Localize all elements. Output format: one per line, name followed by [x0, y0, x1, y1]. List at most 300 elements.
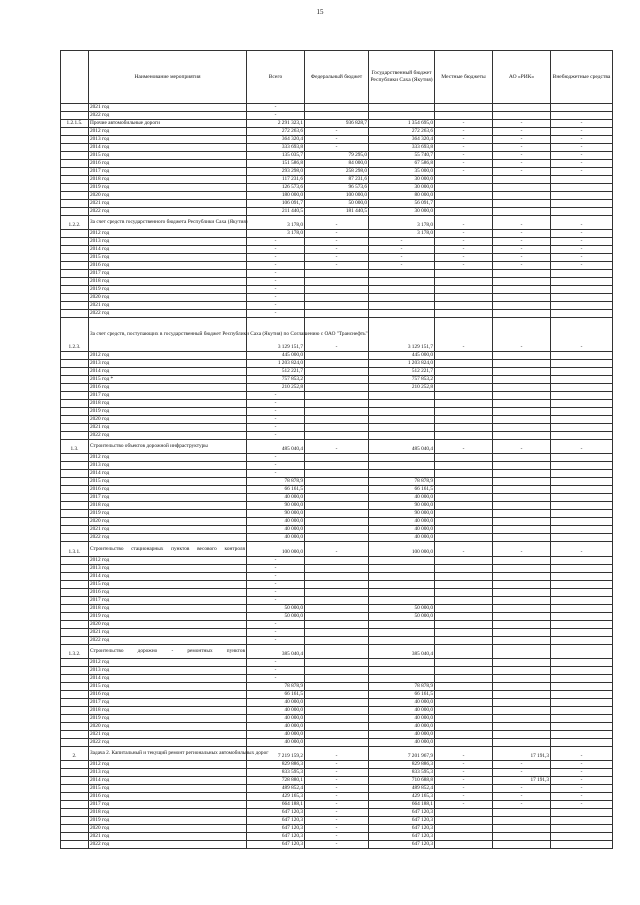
row-state: - — [369, 238, 435, 246]
row-federal — [305, 352, 369, 360]
row-federal — [305, 534, 369, 542]
row-rik — [493, 658, 551, 666]
row-local — [435, 360, 493, 368]
row-federal — [305, 588, 369, 596]
row-label: 2022 год — [89, 208, 247, 216]
row-state — [369, 666, 435, 674]
row-total: - — [247, 416, 305, 424]
row-total: - — [247, 310, 305, 318]
row-total: - — [247, 424, 305, 432]
row-total: 50 000,0 — [247, 604, 305, 612]
row-total: - — [247, 596, 305, 604]
row-local — [435, 840, 493, 848]
row-rik — [493, 432, 551, 440]
row-label: 2015 год — [89, 254, 247, 262]
row-offbudget — [551, 384, 613, 392]
row-rik — [493, 192, 551, 200]
row-offbudget — [551, 302, 613, 310]
row-offbudget — [551, 564, 613, 572]
budget-table — [60, 50, 613, 849]
row-total: 50 000,0 — [247, 612, 305, 620]
row-total: - — [247, 238, 305, 246]
row-state: 35 000,0 — [369, 168, 435, 176]
row-offbudget — [551, 658, 613, 666]
row-offbudget — [551, 730, 613, 738]
row-label: 2021 год — [89, 832, 247, 840]
row-code — [61, 760, 89, 768]
row-label: 2012 год — [89, 128, 247, 136]
row-state: 30 000,0 — [369, 208, 435, 216]
row-rik — [493, 674, 551, 682]
row-rik: - — [493, 238, 551, 246]
row-offbudget: - — [551, 776, 613, 784]
row-code — [61, 408, 89, 416]
row-rik — [493, 666, 551, 674]
row-total: - — [247, 270, 305, 278]
row-code — [61, 518, 89, 526]
row-offbudget — [551, 714, 613, 722]
row-code — [61, 368, 89, 376]
row-offbudget — [551, 502, 613, 510]
row-label: 2022 год — [89, 840, 247, 848]
table-row — [61, 666, 613, 674]
row-state — [369, 658, 435, 666]
row-code — [61, 620, 89, 628]
row-state — [369, 588, 435, 596]
row-code — [61, 730, 89, 738]
row-federal: - — [305, 768, 369, 776]
table-row — [61, 104, 613, 112]
row-offbudget — [551, 392, 613, 400]
row-rik — [493, 808, 551, 816]
row-total: 647 120,3 — [247, 840, 305, 848]
row-rik — [493, 392, 551, 400]
row-local — [435, 730, 493, 738]
row-code — [61, 698, 89, 706]
row-offbudget: - — [551, 254, 613, 262]
table-row — [61, 722, 613, 730]
table-row — [61, 502, 613, 510]
row-state — [369, 628, 435, 636]
row-code — [61, 310, 89, 318]
table-row — [61, 690, 613, 698]
row-offbudget — [551, 368, 613, 376]
table-row — [61, 620, 613, 628]
row-local — [435, 408, 493, 416]
row-federal — [305, 392, 369, 400]
row-code — [61, 168, 89, 176]
row-rik — [493, 620, 551, 628]
row-federal: - — [305, 440, 369, 454]
row-code — [61, 502, 89, 510]
table-row — [61, 486, 613, 494]
table-row — [61, 360, 613, 368]
row-label: Прочие автомобильные дороги — [89, 120, 247, 128]
row-rik: - — [493, 760, 551, 768]
row-offbudget: - — [551, 784, 613, 792]
row-code — [61, 454, 89, 462]
row-code — [61, 176, 89, 184]
row-local — [435, 674, 493, 682]
row-local — [435, 596, 493, 604]
row-label: 2015 год — [89, 784, 247, 792]
row-local — [435, 286, 493, 294]
row-federal — [305, 666, 369, 674]
row-local — [435, 644, 493, 658]
row-local — [435, 706, 493, 714]
row-code — [61, 262, 89, 270]
row-code — [61, 596, 89, 604]
row-state — [369, 392, 435, 400]
row-federal: - — [305, 808, 369, 816]
row-state: 7 201 967,9 — [369, 746, 435, 760]
row-rik: - — [493, 768, 551, 776]
row-label: 2018 год — [89, 400, 247, 408]
row-total: 106 091,7 — [247, 200, 305, 208]
row-rik: - — [493, 230, 551, 238]
row-label: 2017 год — [89, 168, 247, 176]
row-code — [61, 392, 89, 400]
row-local: - — [435, 120, 493, 128]
header-total: Всего — [247, 51, 305, 104]
row-federal — [305, 636, 369, 644]
row-code: 2. — [61, 746, 89, 760]
row-label: 2020 год — [89, 518, 247, 526]
row-state — [369, 620, 435, 628]
row-local: - — [435, 216, 493, 230]
row-state: 364 320,4 — [369, 136, 435, 144]
row-label: 2022 год — [89, 636, 247, 644]
row-label: За счет средств государственного бюджета Республики Саха (Якутия) — [89, 216, 247, 230]
row-state: 272 263,6 — [369, 128, 435, 136]
row-federal — [305, 596, 369, 604]
row-rik — [493, 494, 551, 502]
row-rik — [493, 310, 551, 318]
row-federal: - — [305, 746, 369, 760]
row-state — [369, 424, 435, 432]
row-federal — [305, 310, 369, 318]
row-rik — [493, 580, 551, 588]
row-federal: - — [305, 144, 369, 152]
row-federal: - — [305, 800, 369, 808]
row-state: 40 000,0 — [369, 730, 435, 738]
row-federal — [305, 494, 369, 502]
table-row — [61, 746, 613, 760]
row-federal: - — [305, 136, 369, 144]
row-rik: - — [493, 168, 551, 176]
header-local: Местные бюджеты — [435, 51, 493, 104]
row-offbudget — [551, 462, 613, 470]
row-state — [369, 104, 435, 112]
row-local — [435, 526, 493, 534]
row-rik: - — [493, 216, 551, 230]
row-total: 40 000,0 — [247, 730, 305, 738]
row-offbudget: - — [551, 168, 613, 176]
row-offbudget — [551, 620, 613, 628]
row-local: - — [435, 144, 493, 152]
row-offbudget — [551, 738, 613, 746]
row-federal — [305, 408, 369, 416]
row-state: 429 165,3 — [369, 792, 435, 800]
row-federal: - — [305, 760, 369, 768]
row-rik — [493, 738, 551, 746]
row-local — [435, 208, 493, 216]
row-code — [61, 302, 89, 310]
row-federal: 100 000,0 — [305, 192, 369, 200]
row-local — [435, 352, 493, 360]
row-offbudget — [551, 376, 613, 384]
row-label: 2020 год — [89, 620, 247, 628]
row-total: 3 129 151,7 — [247, 318, 305, 352]
table-row — [61, 294, 613, 302]
row-offbudget: - — [551, 120, 613, 128]
row-label: 2016 год — [89, 384, 247, 392]
row-rik — [493, 408, 551, 416]
row-local: - — [435, 800, 493, 808]
row-label: 2018 год — [89, 176, 247, 184]
table-row — [61, 368, 613, 376]
row-code — [61, 714, 89, 722]
row-federal — [305, 104, 369, 112]
row-total: 429 165,3 — [247, 792, 305, 800]
row-state — [369, 636, 435, 644]
row-state: 664 188,1 — [369, 800, 435, 808]
row-local: - — [435, 318, 493, 352]
row-rik — [493, 416, 551, 424]
row-total: 1 203 824,0 — [247, 360, 305, 368]
row-local — [435, 384, 493, 392]
row-code — [61, 674, 89, 682]
row-federal: 50 000,0 — [305, 200, 369, 208]
table-row — [61, 776, 613, 784]
table-row — [61, 800, 613, 808]
row-state: 78 878,9 — [369, 682, 435, 690]
row-total: 135 035,7 — [247, 152, 305, 160]
table-row — [61, 510, 613, 518]
row-total: 117 231,6 — [247, 176, 305, 184]
row-federal: - — [305, 246, 369, 254]
row-offbudget — [551, 840, 613, 848]
row-total: - — [247, 432, 305, 440]
row-federal: 181 440,5 — [305, 208, 369, 216]
row-local — [435, 636, 493, 644]
row-state — [369, 580, 435, 588]
row-label: 2021 год — [89, 526, 247, 534]
row-federal — [305, 270, 369, 278]
row-rik — [493, 278, 551, 286]
row-label: Строительство дорожно - ремонтных пунктов — [89, 644, 247, 658]
row-total: - — [247, 278, 305, 286]
row-label: 2013 год — [89, 768, 247, 776]
row-offbudget — [551, 352, 613, 360]
table-row — [61, 628, 613, 636]
row-label: 2019 год — [89, 184, 247, 192]
row-local — [435, 690, 493, 698]
table-row — [61, 682, 613, 690]
row-label: 2021 год — [89, 302, 247, 310]
row-rik — [493, 208, 551, 216]
row-local — [435, 658, 493, 666]
row-federal — [305, 714, 369, 722]
row-code — [61, 816, 89, 824]
row-code — [61, 136, 89, 144]
row-offbudget: - — [551, 144, 613, 152]
row-federal — [305, 112, 369, 120]
row-total: - — [247, 564, 305, 572]
row-federal: - — [305, 128, 369, 136]
row-offbudget — [551, 192, 613, 200]
row-state: 40 000,0 — [369, 706, 435, 714]
row-label: 2019 год — [89, 612, 247, 620]
row-total: - — [247, 658, 305, 666]
row-offbudget — [551, 454, 613, 462]
row-local: - — [435, 152, 493, 160]
row-code — [61, 400, 89, 408]
row-total: - — [247, 636, 305, 644]
row-rik — [493, 518, 551, 526]
row-offbudget: - — [551, 136, 613, 144]
row-rik — [493, 384, 551, 392]
row-federal: - — [305, 784, 369, 792]
row-total: 40 000,0 — [247, 738, 305, 746]
row-offbudget: - — [551, 238, 613, 246]
row-label: 2014 год — [89, 572, 247, 580]
table-row — [61, 604, 613, 612]
row-total: - — [247, 408, 305, 416]
row-local — [435, 270, 493, 278]
row-federal: - — [305, 776, 369, 784]
row-rik — [493, 104, 551, 112]
row-local: - — [435, 784, 493, 792]
row-state: 66 161,5 — [369, 486, 435, 494]
table-body — [61, 104, 613, 849]
row-rik: - — [493, 144, 551, 152]
row-rik: - — [493, 440, 551, 454]
row-state: 40 000,0 — [369, 714, 435, 722]
row-local — [435, 192, 493, 200]
row-label: 2013 год — [89, 564, 247, 572]
row-rik — [493, 486, 551, 494]
row-federal: - — [305, 254, 369, 262]
row-total: - — [247, 462, 305, 470]
row-state: 100 000,0 — [369, 542, 435, 556]
row-offbudget: - — [551, 746, 613, 760]
row-total: 833 595,3 — [247, 768, 305, 776]
row-total: - — [247, 666, 305, 674]
row-label: 2012 год — [89, 352, 247, 360]
row-federal — [305, 294, 369, 302]
row-label: 2015 год — [89, 580, 247, 588]
row-state: 50 000,0 — [369, 612, 435, 620]
row-federal — [305, 384, 369, 392]
table-row — [61, 714, 613, 722]
row-total: 664 188,1 — [247, 800, 305, 808]
row-label: 2015 год — [89, 478, 247, 486]
row-offbudget — [551, 310, 613, 318]
row-total: - — [247, 588, 305, 596]
row-state: - — [369, 262, 435, 270]
row-local: - — [435, 136, 493, 144]
row-rik — [493, 454, 551, 462]
table-row — [61, 254, 613, 262]
table-row — [61, 760, 613, 768]
row-offbudget — [551, 294, 613, 302]
row-local: - — [435, 254, 493, 262]
row-code — [61, 144, 89, 152]
row-offbudget — [551, 824, 613, 832]
row-state: 40 000,0 — [369, 518, 435, 526]
row-state — [369, 294, 435, 302]
row-federal — [305, 738, 369, 746]
row-rik — [493, 462, 551, 470]
row-total: - — [247, 454, 305, 462]
row-federal: 84 000,0 — [305, 160, 369, 168]
table-row — [61, 168, 613, 176]
row-local — [435, 502, 493, 510]
row-offbudget: - — [551, 152, 613, 160]
row-label: 2020 год — [89, 192, 247, 200]
row-federal: 96 573,6 — [305, 184, 369, 192]
row-offbudget — [551, 400, 613, 408]
row-local — [435, 604, 493, 612]
row-local: - — [435, 128, 493, 136]
row-federal — [305, 360, 369, 368]
row-offbudget: - — [551, 160, 613, 168]
table-row — [61, 462, 613, 470]
table-row — [61, 440, 613, 454]
row-total: 180 000,0 — [247, 192, 305, 200]
row-code — [61, 478, 89, 486]
row-code — [61, 104, 89, 112]
row-label: 2014 год — [89, 246, 247, 254]
row-label: 2017 год — [89, 698, 247, 706]
table-row — [61, 556, 613, 564]
row-rik — [493, 832, 551, 840]
row-code — [61, 722, 89, 730]
row-local: - — [435, 542, 493, 556]
table-row — [61, 478, 613, 486]
row-offbudget — [551, 360, 613, 368]
row-total: 272 263,6 — [247, 128, 305, 136]
row-local — [435, 564, 493, 572]
row-federal: 87 231,6 — [305, 176, 369, 184]
table-row — [61, 144, 613, 152]
row-federal: - — [305, 238, 369, 246]
row-local — [435, 302, 493, 310]
row-local — [435, 556, 493, 564]
row-total: 100 000,0 — [247, 542, 305, 556]
row-local: - — [435, 792, 493, 800]
table-row — [61, 112, 613, 120]
row-total: 385 040,4 — [247, 644, 305, 658]
row-offbudget — [551, 208, 613, 216]
table-row — [61, 840, 613, 848]
row-offbudget — [551, 588, 613, 596]
row-offbudget — [551, 706, 613, 714]
row-code — [61, 192, 89, 200]
row-rik — [493, 628, 551, 636]
row-federal — [305, 478, 369, 486]
table-row — [61, 392, 613, 400]
table-row — [61, 454, 613, 462]
row-label: 2013 год — [89, 238, 247, 246]
row-state: 647 120,3 — [369, 808, 435, 816]
table-row — [61, 230, 613, 238]
row-label: 2016 год — [89, 486, 247, 494]
row-code — [61, 706, 89, 714]
row-local — [435, 278, 493, 286]
row-label: 2016 год — [89, 690, 247, 698]
